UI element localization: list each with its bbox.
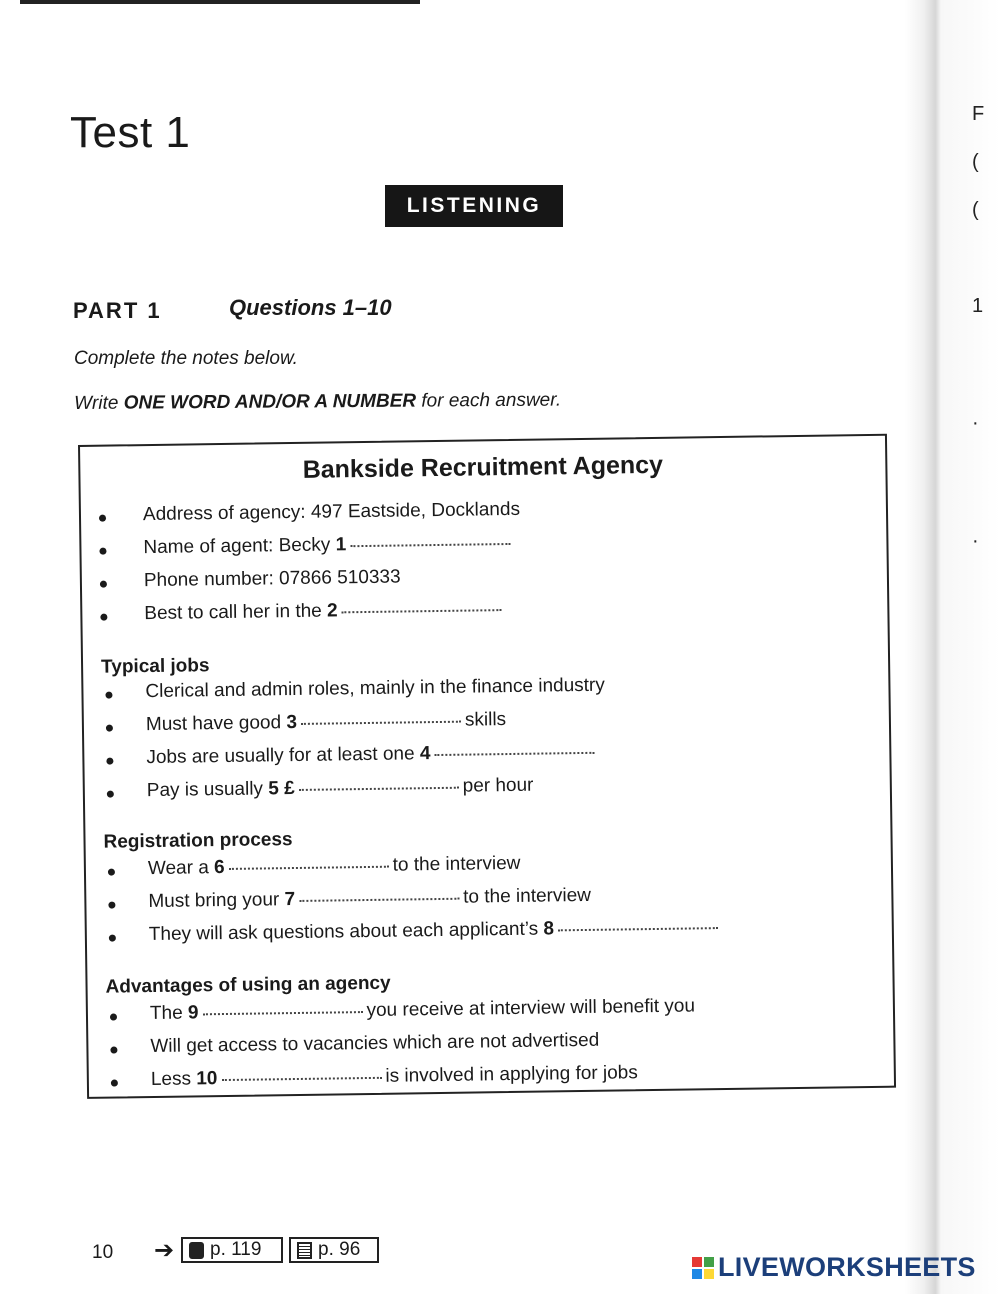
bullet [108,902,115,909]
page-edge-shadow [905,0,1000,1294]
answer-blank-1[interactable] [350,542,510,547]
answer-blank-8[interactable] [558,926,718,931]
arrow-icon: ➔ [154,1237,175,1264]
questions-row [149,916,723,946]
edge-glyph: · [972,412,979,434]
answer-blank-3[interactable] [301,720,461,725]
edge-glyph: ( [972,151,979,173]
bring-label: Must bring your [148,889,285,913]
transcript-reference-page: p. 96 [318,1239,361,1260]
audio-icon [189,1242,204,1259]
notes-title: Bankside Recruitment Agency [302,450,664,484]
logo-grid-icon [692,1257,714,1279]
duration-label: Jobs are usually for at least one [146,743,421,769]
question-number: 1 [335,534,347,556]
skills-row [146,709,507,736]
bullet [107,791,114,798]
audio-reference-page: p. 119 [210,1239,262,1260]
question-number: 4 [419,743,431,765]
bullet [109,935,116,942]
top-rule [20,0,420,4]
agent-label: Name of agent: Becky [143,534,336,559]
call-time-label: Best to call her in the [144,600,328,625]
bring-row [148,885,591,913]
call-time-row [144,598,506,625]
edge-glyph: 1 [972,295,984,317]
wear-suffix: to the interview [392,852,521,876]
bullet [110,1047,117,1054]
phone-row: Phone number: 07866 510333 [143,566,401,592]
instruction-write-pre: Write [74,392,124,414]
bullet [100,614,107,621]
receive-suffix: you receive at interview will benefit you [366,995,696,1022]
questions-label: Questions 1–10 [229,295,392,320]
section-heading-typical-jobs: Typical jobs [100,655,210,678]
bring-suffix: to the interview [463,884,592,908]
bullet [99,548,106,555]
question-number: 9 [187,1002,199,1024]
bullet [111,1080,118,1087]
pay-label: Pay is usually [146,778,269,802]
audio-reference[interactable] [181,1237,283,1263]
edge-glyph: · [972,530,979,552]
wear-label: Wear a [147,857,215,880]
section-badge: LISTENING [385,185,563,227]
question-number: 8 [543,918,555,940]
answer-blank-9[interactable] [203,1010,363,1015]
answer-blank-10[interactable] [221,1076,381,1081]
bullet [105,692,112,699]
page-number: 10 [92,1242,114,1263]
pay-suffix: per hour [462,774,534,797]
notes-box [78,434,896,1099]
question-number: 2 [326,600,338,622]
receive-label: The [149,1002,189,1025]
answer-blank-7[interactable] [299,897,459,902]
part-label: PART 1 [73,298,162,323]
less-suffix: is involved in applying for jobs [385,1062,638,1087]
answer-blank-4[interactable] [434,751,594,756]
question-number: 5 £ [268,778,295,800]
bullet [99,515,106,522]
question-number: 3 [286,711,298,734]
edge-glyph: ( [972,199,979,221]
less-label: Less [150,1068,197,1091]
answer-blank-6[interactable] [229,865,389,870]
skills-label: Must have good [145,712,287,736]
pay-row [147,775,534,802]
bullet [110,1014,117,1021]
bullet [100,581,107,588]
transcript-reference[interactable] [289,1237,379,1263]
edge-glyph: F [972,103,985,125]
instruction-write-bold: ONE WORD AND/OR A NUMBER [123,390,417,414]
vacancies-row: Will get access to vacancies which are not advertised [150,1029,600,1058]
section-heading-registration: Registration process [103,829,293,853]
instruction-write [74,390,561,415]
instruction-complete: Complete the notes below. [74,348,298,369]
question-number: 7 [284,889,296,911]
question-number: 10 [196,1068,218,1090]
receive-row [150,995,695,1025]
duration-row [146,741,598,769]
answer-blank-2[interactable] [342,608,502,613]
transcript-icon [297,1242,312,1259]
test-title: Test 1 [70,108,191,157]
answer-blank-5[interactable] [299,786,459,791]
section-heading-advantages: Advantages of using an agency [105,972,391,998]
jobs-row: Clerical and admin roles, mainly in the finance industry [145,674,605,703]
liveworksheets-logo[interactable] [692,1252,976,1283]
bullet [106,725,113,732]
address-row: Address of agency: 497 Eastside, Docklands [142,498,521,526]
skills-suffix: skills [464,709,507,731]
instruction-write-post: for each answer. [415,389,562,412]
agent-row [143,532,514,559]
less-row [151,1062,638,1091]
questions-text: They will ask questions about each applicant’s [148,918,544,946]
bullet [108,869,115,876]
question-number: 6 [213,856,225,879]
brand-name: LIVEWORKSHEETS [718,1252,976,1282]
bullet [106,758,113,765]
wear-row [148,853,521,880]
